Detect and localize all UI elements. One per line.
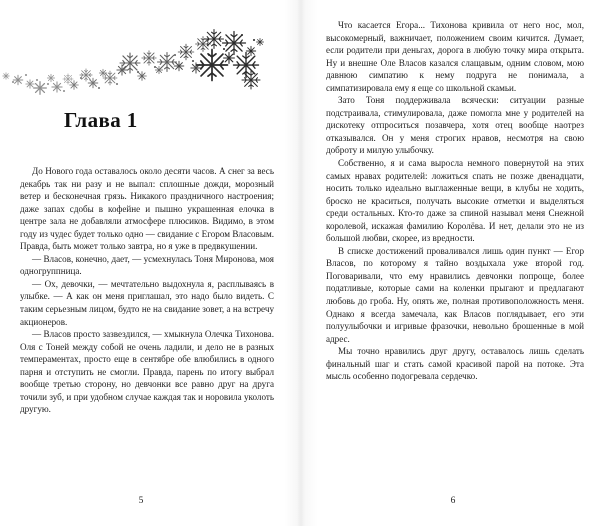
paragraph: До Нового года оставалось около десяти часов. А снег за весь декабрь так ни разу и не выпал: сплошные дожди, морозный ветер и бесконечная грязь. Никакого праздничного настроения; даже запах сдобы в кофейне и пышно украшенная елочка в центре зала не добавляли атмосфере плюсиков. Видимо, в этом году из чудес будет только одно — свидание с Егором Власовым. Правда, быть может только завтра, но я уже в предвкушении. [20,166,274,252]
paragraph: Зато Тоня поддерживала всячески: ситуации разные подстраивала, стимулировала, даже помогла мне у родителей на дискотеку отпроситься позавчера, хотя отец вообще наотрез отказывался. Он у меня строгих нравов, несмотря на свою доброту и милую улыбочку. [326,95,584,156]
paragraph: Мы точно нравились друг другу, оставалось лишь сделать финальный шаг и стать самой красивой парой на потоке. Эта мысль особенно подогревала сердечко. [326,346,584,382]
right-page [300,0,600,526]
page-number-right: 6 [450,496,456,506]
paragraph: — Власов, конечно, дает, — усмехнулась Тоня Миронова, моя одногруппница. [20,253,274,277]
paragraph: Что касается Егора... Тихонова кривила от него нос, мол, высокомерный, важничает, положением своим кичится. Думает, если родители при деньгах, дорога в любую точку мира открыта. Ну и внешне Оле Власов казался слащавым, одним словом, мою давнюю симпатию к нему подруга не понимала, а симпатизировала ему я еще со школьной скамьи. [326,20,584,93]
left-page-body [20,133,274,416]
snowflake-wave-ornament [2,18,282,100]
paragraph: Собственно, я и сама выросла немного повернутой на этих самых нравах родителей: ложиться спать не позже двенадцати, носить только идеально выглаженные вещи, в клубы не ходить, броско не краситься, получать высокие отметки и выделяться среди остальных. Кто-то даже за спиной называл меня Снежной королевой, искажая фамилию Королёва. И нет, делали это не из большой любви, скорее, из вредности. [326,158,584,244]
paragraph: В списке достижений проваливался лишь один пункт — Егор Власов, по которому я тайно воздыхала уже второй год. Поговаривали, что ему нравились девчонки попроще, более податливые, которые сами на коленки прыгают и предлагают любовь до гроба. Ну, опять же, полная противоположность меня. Однако я всегда замечала, как Власов поглядывает, его эти полуулыбочки и игривые фразочки, невольно брошенные в мой адрес. [326,245,584,344]
paragraph: — Власов просто зазвездился, — хмыкнула Олечка Тихонова. Оля с Тоней между собой не очень ладили, и дело не в разных темпераментах, просто еще в сентябре обе влюбились в одного парня и отступить не смогли. Правда, парень по итогу выбрал вообще третью сторону, но девчонки все равно друг на друга точили зуб, и при удобном случае каждая так и норовила уколоть другую. [20,329,274,415]
page-number-left: 5 [138,496,144,506]
chapter-heading: Глава 1 [64,108,138,132]
right-page-body [326,0,584,383]
paragraph: — Ох, девочки, — мечтательно выдохнула я, расплываясь в улыбке. — А как он меня приглашал, это надо было видеть. С таким серьезным лицом, будто не на свидание зовет, а на встречу акционеров. [20,278,274,327]
